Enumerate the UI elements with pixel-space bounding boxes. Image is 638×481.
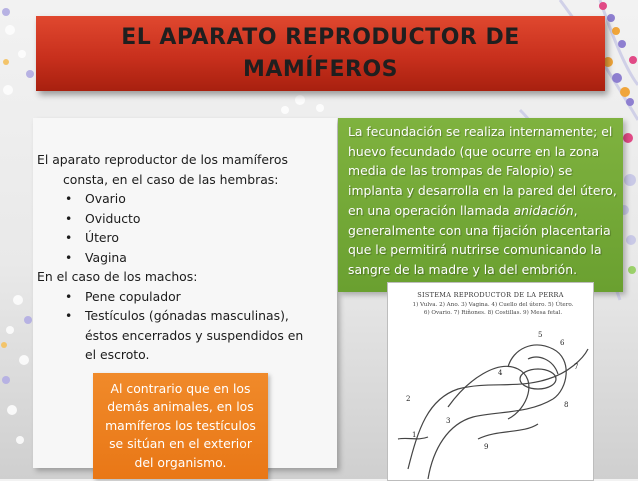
female-item-ovario (53, 189, 341, 209)
diagram-label: 3 (446, 417, 451, 425)
title-line-2: MAMÍFEROS (242, 56, 399, 82)
intro-line-2: consta, en el caso de las hembras: (63, 171, 279, 187)
green-text-after: , generalmente con una fijación placentaria que le permitirá nutrirse comunicando la sangre de la madre y la del embrión. (348, 202, 611, 277)
male-item-label: Pene copulador (85, 288, 181, 304)
male-item-label: Testículos (gónadas masculinas), éstos encerrados y suspendidos en el escroto. (85, 308, 304, 362)
female-item-utero (53, 228, 341, 248)
green-text-emphasis: anidación (513, 202, 574, 218)
figure-title: SISTEMA REPRODUCTOR DE LA PERRA (417, 291, 564, 299)
left-panel-content (37, 150, 341, 365)
bullet-dot: • (65, 249, 73, 265)
bullet-dot: • (65, 210, 73, 226)
orange-note (93, 373, 268, 479)
figure-legend-line-2: 6) Ovario. 7) Riñones. 8) Costillas. 9) Mesa fetal. (423, 310, 563, 316)
green-panel (338, 118, 623, 292)
bullet-dot: • (65, 308, 73, 323)
bullet-dot: • (65, 230, 73, 245)
diagram-label: 1 (412, 431, 417, 439)
green-panel-text (348, 122, 620, 280)
diagram-label: 4 (498, 369, 503, 377)
figure-legend-line-1: 1) Vulva. 2) Ano. 3) Vagina. 4) Cuello del útero. 5) Útero. (412, 302, 574, 308)
male-intro: En el caso de los machos: (37, 269, 198, 284)
dog-reproductive-diagram (388, 319, 593, 479)
diagram-label: 6 (560, 339, 565, 347)
male-item-pene (53, 287, 341, 307)
diagram-label: 7 (574, 363, 579, 371)
male-item-testiculos (53, 306, 305, 365)
diagram-label: 8 (564, 401, 569, 409)
female-item-label: Útero (85, 230, 119, 245)
bullet-dot: • (65, 191, 73, 206)
female-item-label: Vagina (85, 249, 127, 265)
figure-legend (402, 301, 584, 317)
title-banner (36, 16, 605, 91)
green-text-before: La fecundación se realiza internamente; el huevo fecundado (que ocurre en la zona media de las trompas de Falopio) se implanta y desarrolla en la pared del útero, en una operación llamada (348, 124, 617, 218)
orange-note-text: Al contrario que en los demás animales, en los mamíferos los testículos se sitúan en el exterior del organismo. (105, 380, 256, 470)
female-item-oviducto (53, 209, 341, 229)
intro-line-1: El aparato reproductor de los mamíferos (37, 152, 288, 167)
female-item-label: Ovario (85, 191, 126, 206)
diagram-label: 9 (484, 443, 489, 451)
diagram-label: 5 (538, 331, 543, 339)
title-line-1: EL APARATO REPRODUCTOR DE (121, 24, 520, 50)
female-item-vagina (53, 248, 341, 268)
diagram-label: 2 (406, 395, 411, 403)
bullet-dot: • (65, 288, 73, 304)
female-item-label: Oviducto (85, 210, 141, 226)
diagram-figure (387, 282, 594, 481)
